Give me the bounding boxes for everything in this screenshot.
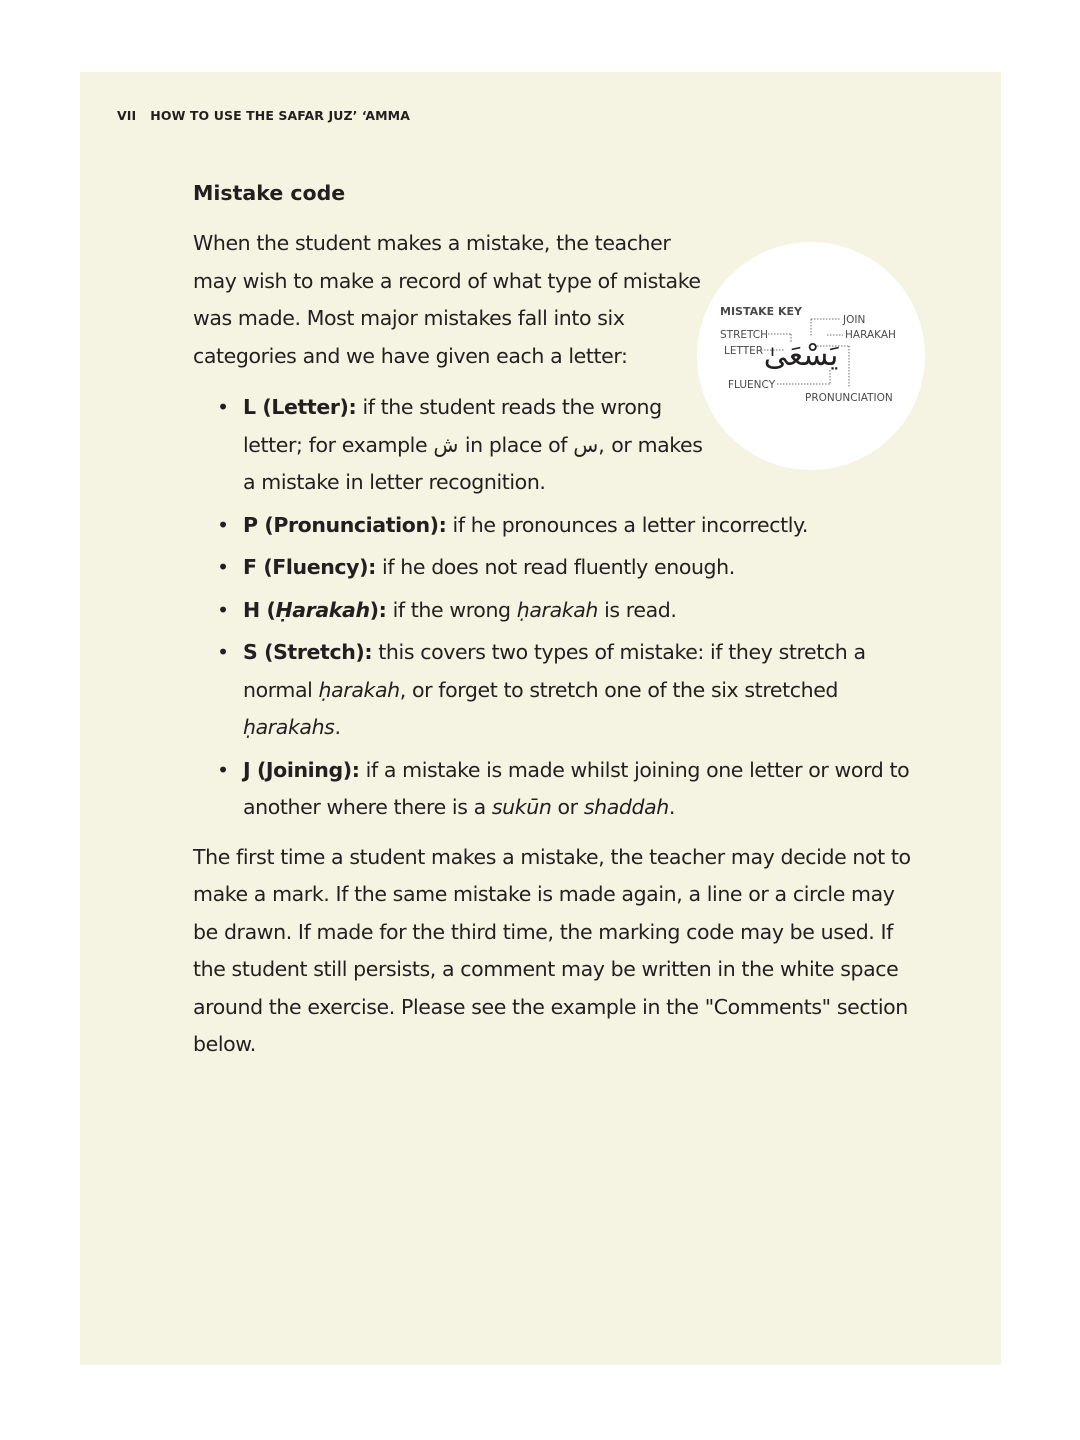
list-item-stretch: • S (Stretch): this covers two types of mistake: if they stretch a normal ḥarakah, or forget to stretch one of the six stretched ḥarakahs. <box>193 634 913 747</box>
page-number: VII <box>117 108 137 123</box>
mistake-key-title: MISTAKE KEY <box>720 305 802 318</box>
term-harakah: H (Ḥarakah): <box>243 597 387 622</box>
book-page <box>80 72 1001 1365</box>
running-header <box>117 108 410 123</box>
section-heading: Mistake code <box>193 181 346 205</box>
label-pronunciation: PRONUNCIATION <box>805 392 893 404</box>
arabic-letter-seen: س <box>573 432 599 457</box>
list-item-harakah: • H (Ḥarakah): if the wrong ḥarakah is read. <box>193 592 913 630</box>
list-item-joining: • J (Joining): if a mistake is made whilst joining one letter or word to another where there is a sukūn or shaddah. <box>193 752 913 827</box>
mistake-category-list <box>193 389 913 827</box>
closing-paragraph: The first time a student makes a mistake, the teacher may decide not to make a mark. If the same mistake is made again, a line or a circle may be drawn. If made for the third time, the marking code may be used. If the student still persists, a comment may be written in the white space around the exercise. Please see the example in the "Comments" section below. <box>193 844 911 1056</box>
arabic-letter-sheen: ش <box>433 432 459 457</box>
label-harakah: HARAKAH <box>845 329 896 341</box>
main-content <box>193 178 913 1064</box>
list-item-fluency: • F (Fluency): if he does not read fluently enough. <box>193 549 913 587</box>
term-joining: J (Joining): <box>243 757 360 782</box>
label-letter: LETTER <box>724 345 764 357</box>
term-fluency: F (Fluency): <box>243 555 376 579</box>
term-stretch: S (Stretch): <box>243 640 373 664</box>
running-title: HOW TO USE THE SAFAR JUZ’ ‘AMMA <box>150 108 410 123</box>
term-letter: L (Letter): <box>243 395 357 419</box>
label-stretch: STRETCH <box>720 329 769 341</box>
term-pronunciation: P (Pronunciation): <box>243 512 447 537</box>
list-item-letter: • L (Letter): if the student reads the wrong letter; for example ش in place of س, or makes a mistake in letter recognition. <box>193 389 703 502</box>
arabic-example-word: يَسْعَىٰ <box>763 338 839 373</box>
list-item-pronunciation: • P (Pronunciation): if he pronounces a letter incorrectly. <box>193 507 913 545</box>
label-join: JOIN <box>843 314 866 326</box>
label-fluency: FLUENCY <box>728 379 776 391</box>
intro-paragraph: When the student makes a mistake, the teacher may wish to make a record of what type of mistake was made. Most major mistakes fall into six categories and we have given each a letter: <box>193 231 701 368</box>
